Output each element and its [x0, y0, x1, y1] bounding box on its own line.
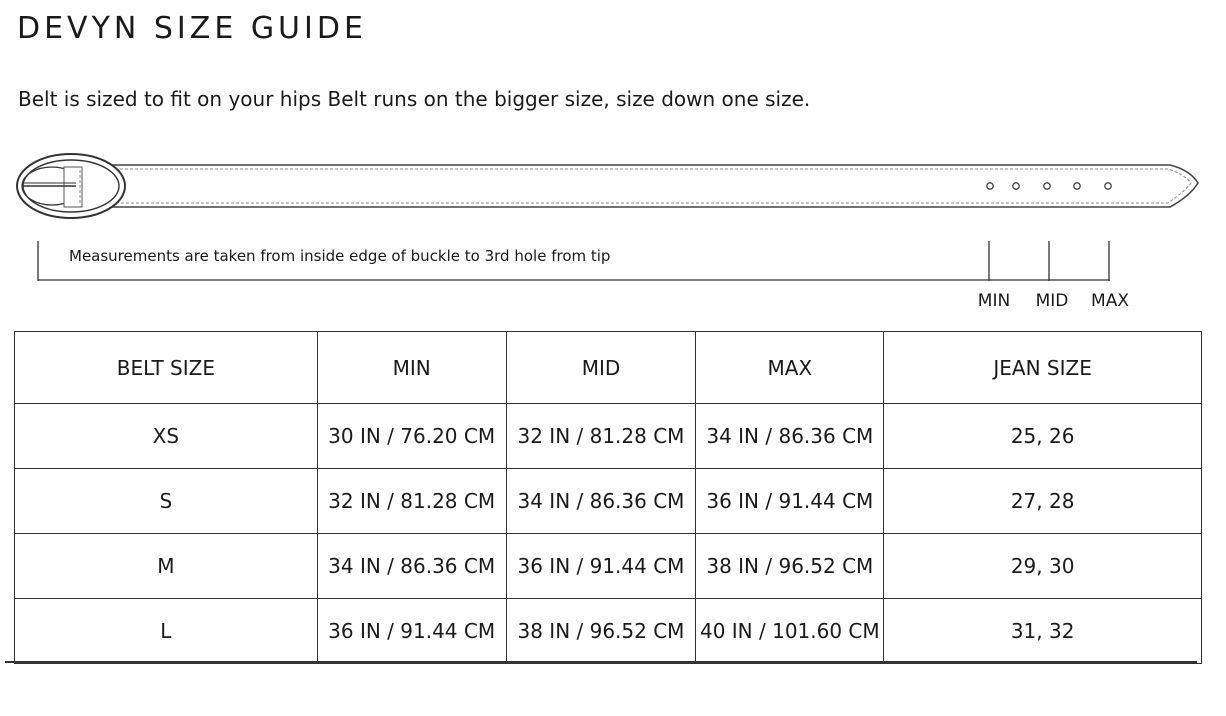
size-table	[14, 331, 1202, 664]
header-mid: MID	[506, 332, 696, 404]
mid-cell: 34 IN / 86.36 CM	[506, 469, 696, 534]
measurement-note: Measurements are taken from inside edge of buckle to 3rd hole from tip	[69, 247, 611, 265]
belt-strap	[110, 165, 1198, 207]
belt-hole	[1074, 183, 1080, 189]
mid-cell: 36 IN / 91.44 CM	[506, 534, 696, 599]
min-cell: 34 IN / 86.36 CM	[317, 534, 506, 599]
table-row	[15, 469, 1202, 534]
header-min: MIN	[317, 332, 506, 404]
fit-note: Belt is sized to fit on your hips Belt runs on the bigger size, size down one size.	[18, 87, 811, 111]
header-max: MAX	[696, 332, 884, 404]
jean-size-cell: 27, 28	[884, 469, 1202, 534]
jean-size-cell: 25, 26	[884, 404, 1202, 469]
header-jean-size: JEAN SIZE	[884, 332, 1202, 404]
belt-size-cell: S	[15, 469, 318, 534]
max-label: MAX	[1091, 291, 1129, 311]
belt-size-cell: L	[15, 599, 318, 664]
max-cell: 40 IN / 101.60 CM	[696, 599, 884, 664]
belt-illustration	[0, 150, 1226, 220]
table-row	[15, 404, 1202, 469]
belt-size-cell: XS	[15, 404, 318, 469]
mid-cell: 38 IN / 96.52 CM	[506, 599, 696, 664]
jean-size-cell: 29, 30	[884, 534, 1202, 599]
belt-hole	[1013, 183, 1019, 189]
table-row	[15, 599, 1202, 664]
jean-size-cell: 31, 32	[884, 599, 1202, 664]
mid-cell: 32 IN / 81.28 CM	[506, 404, 696, 469]
max-cell: 38 IN / 96.52 CM	[696, 534, 884, 599]
max-cell: 36 IN / 91.44 CM	[696, 469, 884, 534]
min-cell: 32 IN / 81.28 CM	[317, 469, 506, 534]
max-cell: 34 IN / 86.36 CM	[696, 404, 884, 469]
header-belt-size: BELT SIZE	[15, 332, 318, 404]
min-label: MIN	[977, 291, 1011, 311]
min-cell: 36 IN / 91.44 CM	[317, 599, 506, 664]
page-title: DEVYN SIZE GUIDE	[17, 11, 367, 46]
belt-hole	[1105, 183, 1111, 189]
buckle-keeper	[64, 167, 82, 207]
mid-label: MID	[1035, 291, 1069, 311]
bottom-divider	[5, 661, 1197, 663]
table-row	[15, 534, 1202, 599]
min-cell: 30 IN / 76.20 CM	[317, 404, 506, 469]
table-header-row	[15, 332, 1202, 404]
belt-hole	[1044, 183, 1050, 189]
belt-hole	[987, 183, 993, 189]
belt-size-cell: M	[15, 534, 318, 599]
